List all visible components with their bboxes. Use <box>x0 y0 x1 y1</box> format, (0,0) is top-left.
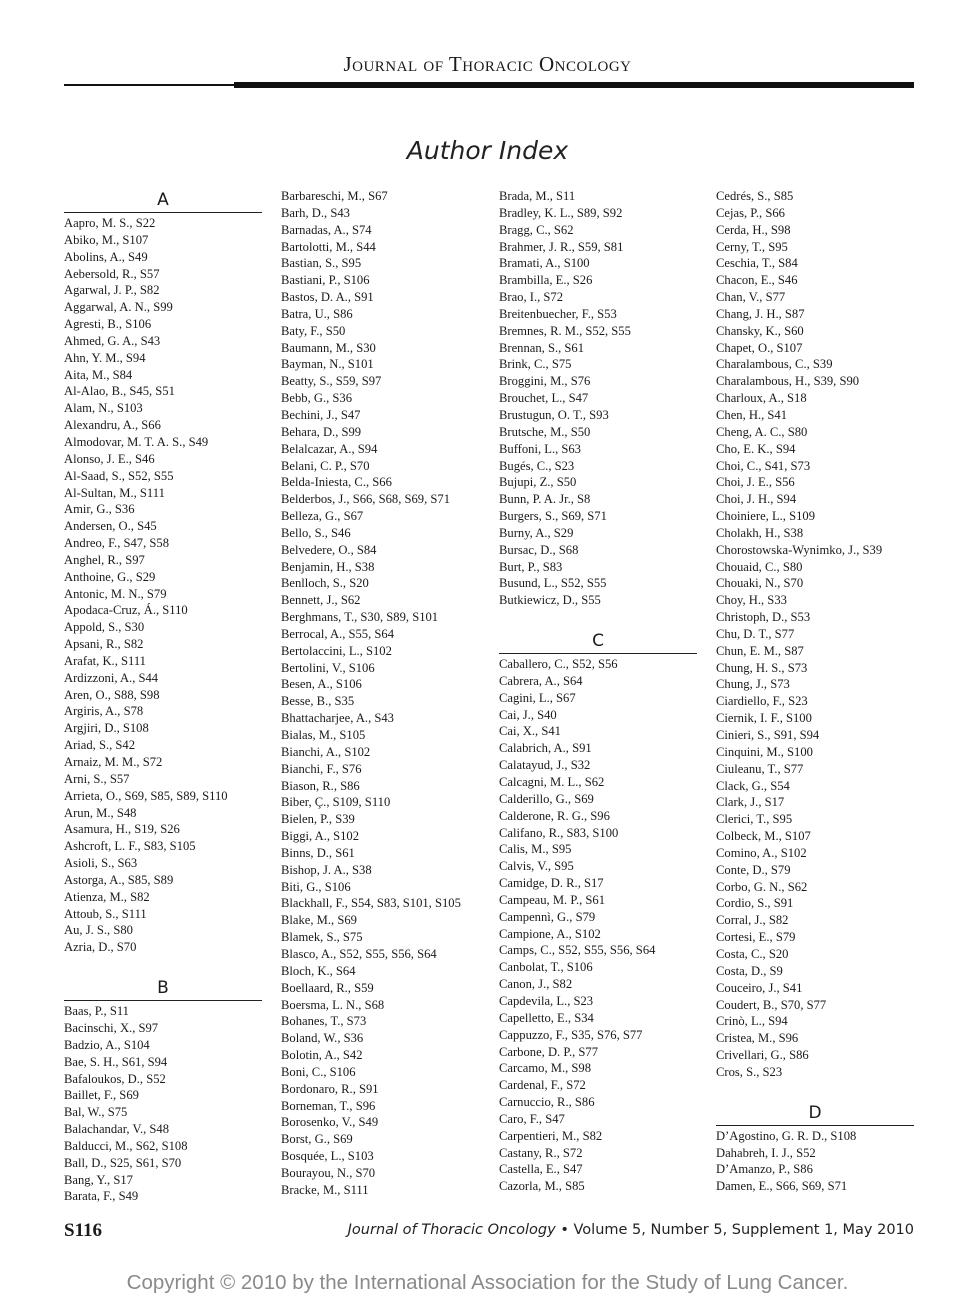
author-entry: Calderillo, G., S69 <box>499 791 594 806</box>
author-entry: Calatayud, J., S32 <box>499 758 591 773</box>
author-entry: Barbareschi, M., S67 <box>281 189 388 203</box>
author-entry: Brao, I., S72 <box>499 290 564 305</box>
author-entry: Alonso, J. E., S46 <box>64 451 155 466</box>
author-entry: Chun, E. M., S87 <box>716 643 804 658</box>
author-entry: Cordio, S., S91 <box>716 896 794 911</box>
author-entry: Burt, P., S83 <box>499 559 563 574</box>
author-entry: Al-Saad, S., S52, S55 <box>64 468 174 483</box>
author-entry: Bertolini, V., S106 <box>281 660 375 675</box>
author-entry: Biti, G., S106 <box>281 879 351 894</box>
author-entry: Arrieta, O., S69, S85, S89, S110 <box>64 788 228 803</box>
author-entry: Bourayou, N., S70 <box>281 1165 376 1180</box>
author-entry: Besen, A., S106 <box>281 677 362 692</box>
index-column-3 <box>499 188 697 1195</box>
author-entry: Astorga, A., S85, S89 <box>64 872 174 887</box>
header-rule-thick <box>234 82 914 88</box>
author-entry: Bastiani, P., S106 <box>281 273 370 288</box>
author-entry: Bolotin, A., S42 <box>281 1048 363 1063</box>
author-entry: Caro, F., S47 <box>499 1111 565 1126</box>
author-entry: Batra, U., S86 <box>281 306 353 321</box>
author-entry: Choi, J. E., S56 <box>716 475 795 490</box>
author-entry: Cinquini, M., S100 <box>716 744 813 759</box>
author-entry: Behara, D., S99 <box>281 424 362 439</box>
author-entry: Arun, M., S48 <box>64 805 137 820</box>
author-entry: Castany, R., S72 <box>499 1145 583 1160</box>
author-entry: Cardenal, F., S72 <box>499 1078 586 1093</box>
author-entry: Ciardiello, F., S23 <box>716 694 808 709</box>
author-entry: Al-Sultan, M., S111 <box>64 485 165 500</box>
author-entry: Clerici, T., S95 <box>716 812 793 827</box>
author-entry: Cerny, T., S95 <box>716 239 788 254</box>
author-entry: Binns, D., S61 <box>281 845 355 860</box>
author-entry: Coudert, B., S70, S77 <box>716 997 827 1012</box>
author-entry: Borst, G., S69 <box>281 1132 353 1147</box>
author-entry: Chapet, O., S107 <box>716 340 803 355</box>
author-entry: Belani, C. P., S70 <box>281 458 370 473</box>
author-entry: Apsani, R., S82 <box>64 637 144 652</box>
author-entry: Aita, M., S84 <box>64 367 133 382</box>
author-entry: Blamek, S., S75 <box>281 930 363 945</box>
author-entry: Carnuccio, R., S86 <box>499 1095 595 1110</box>
author-entry: Bechini, J., S47 <box>281 407 361 422</box>
author-entry: Charalambous, H., S39, S90 <box>716 374 860 389</box>
author-entry: Cappuzzo, F., S35, S76, S77 <box>499 1027 643 1042</box>
author-entry: Calis, M., S95 <box>499 842 572 857</box>
author-entry: Argiris, A., S78 <box>64 704 144 719</box>
author-entry: Chen, H., S41 <box>716 407 788 422</box>
author-entry: Bordonaro, R., S91 <box>281 1081 379 1096</box>
author-entry: Calderone, R. G., S96 <box>499 808 610 823</box>
author-entry: Boersma, L. N., S68 <box>281 997 385 1012</box>
author-entry: Cholakh, H., S38 <box>716 525 804 540</box>
author-entry: Almodovar, M. T. A. S., S49 <box>64 434 209 449</box>
author-entry: Beatty, S., S59, S97 <box>281 374 382 389</box>
author-entry: Aren, O., S88, S98 <box>64 687 160 702</box>
author-entry: Calvis, V., S95 <box>499 859 574 874</box>
author-entry: Borosenko, V., S49 <box>281 1115 379 1130</box>
author-entry: Abolins, A., S49 <box>64 249 148 264</box>
author-entry: Alam, N., S103 <box>64 401 143 416</box>
author-entry: Calcagni, M. L., S62 <box>499 775 605 789</box>
author-entry: Dahabreh, I. J., S52 <box>716 1145 816 1160</box>
section-letter-a: A <box>64 188 262 213</box>
author-entry: Appold, S., S30 <box>64 620 145 635</box>
author-entry: Bohanes, T., S73 <box>281 1014 367 1029</box>
author-entry: Biber, Ç., S109, S110 <box>281 795 391 810</box>
author-entry: Brustugun, O. T., S93 <box>499 407 609 422</box>
author-entry: Bastos, D. A., S91 <box>281 290 374 305</box>
author-entry: Agarwal, J. P., S82 <box>64 283 160 298</box>
author-entry: Bello, S., S46 <box>281 525 351 540</box>
author-entry: Berghmans, T., S30, S89, S101 <box>281 610 439 625</box>
footer-citation <box>348 1222 914 1238</box>
author-entry: Camps, C., S52, S55, S56, S64 <box>499 943 656 958</box>
author-entry: Benlloch, S., S20 <box>281 576 369 591</box>
author-entry: Cejas, P., S66 <box>716 205 785 220</box>
author-entry: Christoph, D., S53 <box>716 610 811 625</box>
author-entry: Berrocal, A., S55, S64 <box>281 626 394 641</box>
author-entry: Baumann, M., S30 <box>281 340 376 355</box>
author-entry: Bertolaccini, L., S102 <box>281 643 392 658</box>
author-entry: Belleza, G., S67 <box>281 509 364 524</box>
author-entry: Bialas, M., S105 <box>281 728 366 742</box>
index-column-2 <box>281 188 479 1199</box>
author-entry: Canbolat, T., S106 <box>499 960 593 975</box>
author-entry: Boni, C., S106 <box>281 1064 356 1079</box>
author-entry: Cristea, M., S96 <box>716 1031 799 1046</box>
footer-separator: • <box>560 1222 569 1238</box>
author-entry: D’Amanzo, P., S86 <box>716 1162 813 1177</box>
author-entry: Breitenbuecher, F., S53 <box>499 306 617 321</box>
author-entry: Ardizzoni, A., S44 <box>64 670 159 685</box>
author-entry: Canon, J., S82 <box>499 977 573 992</box>
author-entry: Ahmed, G. A., S43 <box>64 333 161 348</box>
index-column-1 <box>64 188 262 1205</box>
author-entry: Attoub, S., S111 <box>64 906 147 921</box>
author-entry: Chung, J., S73 <box>716 677 790 692</box>
index-column-4 <box>716 188 914 1195</box>
author-entry: Argjiri, D., S108 <box>64 721 149 736</box>
author-entry: Campeau, M. P., S61 <box>499 892 606 907</box>
author-entry: Brahmer, J. R., S59, S81 <box>499 239 624 254</box>
author-entry: Choiniere, L., S109 <box>716 509 815 524</box>
author-entry: Butkiewicz, D., S55 <box>499 593 601 608</box>
author-entry: Colbeck, M., S107 <box>716 829 811 844</box>
author-entry: Camidge, D. R., S17 <box>499 876 604 891</box>
author-entry: Charloux, A., S18 <box>716 391 807 406</box>
author-entry: Belalcazar, A., S94 <box>281 441 378 456</box>
author-entry: Blake, M., S69 <box>281 913 357 928</box>
author-entry: Bianchi, F., S76 <box>281 761 362 776</box>
author-entry: Cerda, H., S98 <box>716 222 791 237</box>
author-entry: Asioli, S., S63 <box>64 856 138 871</box>
author-entry: Ahn, Y. M., S94 <box>64 350 146 365</box>
author-entry: Agresti, B., S106 <box>64 317 152 332</box>
author-entry: Buffoni, L., S63 <box>499 441 581 456</box>
author-entry: Ciernik, I. F., S100 <box>716 711 812 726</box>
copyright-notice: Copyright © 2010 by the International Association for the Study of Lung Cancer. <box>126 1271 849 1294</box>
author-entry: Costa, D., S9 <box>716 963 783 978</box>
author-entry: Caballero, C., S52, S56 <box>499 657 618 672</box>
author-entry: Clark, J., S17 <box>716 795 785 810</box>
author-entry: Cai, X., S41 <box>499 724 561 739</box>
author-entry: Aebersold, R., S57 <box>64 266 160 281</box>
author-entry: Bracke, M., S111 <box>281 1182 369 1197</box>
author-entry: Costa, C., S20 <box>716 946 789 961</box>
author-entry: Cros, S., S23 <box>716 1064 783 1079</box>
author-entry: Arafat, K., S111 <box>64 653 146 668</box>
author-entry: Busund, L., S52, S55 <box>499 576 607 591</box>
author-entry: Burgers, S., S69, S71 <box>499 509 607 524</box>
section-letter-c: C <box>499 629 697 654</box>
author-entry: Couceiro, J., S41 <box>716 980 803 995</box>
author-entry: Bunn, P. A. Jr., S8 <box>499 492 591 507</box>
author-entry: Chu, D. T., S77 <box>716 626 795 641</box>
author-entry: Baty, F., S50 <box>281 323 346 338</box>
author-entry: Antonic, M. N., S79 <box>64 586 167 601</box>
author-entry: Bujupi, Z., S50 <box>499 475 577 490</box>
author-entry: Conte, D., S79 <box>716 862 791 877</box>
author-entry: Crinò, L., S94 <box>716 1014 788 1029</box>
author-entry: Blasco, A., S52, S55, S56, S64 <box>281 946 437 961</box>
author-entry: Blackhall, F., S54, S83, S101, S105 <box>281 896 461 911</box>
author-entry: Charalambous, C., S39 <box>716 357 833 372</box>
author-entry: Bebb, G., S36 <box>281 391 353 406</box>
author-entry: Boland, W., S36 <box>281 1031 364 1046</box>
author-entry: Chacon, E., S46 <box>716 273 798 288</box>
author-entry: Bhattacharjee, A., S43 <box>281 711 394 726</box>
author-entry: Cinieri, S., S91, S94 <box>716 728 820 742</box>
author-entry: Bradley, K. L., S89, S92 <box>499 205 623 220</box>
author-entry: Bal, W., S75 <box>64 1105 128 1120</box>
author-entry: Chorostowska-Wynimko, J., S39 <box>716 542 883 557</box>
author-entry: Bennett, J., S62 <box>281 593 361 608</box>
author-entry: Comino, A., S102 <box>716 845 807 860</box>
author-entry: Barata, F., S49 <box>64 1189 139 1204</box>
author-entry: Barh, D., S43 <box>281 205 350 220</box>
author-entry: Anghel, R., S97 <box>64 552 145 567</box>
author-entry: D’Agostino, G. R. D., S108 <box>716 1128 857 1143</box>
author-entry: Atienza, M., S82 <box>64 889 150 904</box>
author-entry: Chung, H. S., S73 <box>716 660 808 675</box>
author-entry: Ceschia, T., S84 <box>716 256 798 271</box>
author-entry: Crivellari, G., S86 <box>716 1048 809 1063</box>
author-entry: Cazorla, M., S85 <box>499 1179 585 1194</box>
author-entry: Bloch, K., S64 <box>281 963 356 978</box>
footer-issue-info: Volume 5, Number 5, Supplement 1, May 2010 <box>573 1222 914 1238</box>
author-entry: Arni, S., S57 <box>64 771 130 786</box>
author-entry: Choy, H., S33 <box>716 593 787 608</box>
author-entry: Chang, J. H., S87 <box>716 306 805 321</box>
author-entry: Campennì, G., S79 <box>499 909 596 924</box>
author-entry: Borneman, T., S96 <box>281 1098 376 1113</box>
author-entry: Arnaiz, M. M., S72 <box>64 755 163 769</box>
author-entry: Campione, A., S102 <box>499 926 601 941</box>
author-entry: Baillet, F., S69 <box>64 1088 139 1103</box>
author-entry: Belda-Iniesta, C., S66 <box>281 475 392 490</box>
author-entry: Bremnes, R. M., S52, S55 <box>499 323 631 338</box>
author-entry: Broggini, M., S76 <box>499 374 591 389</box>
author-entry: Badzio, A., S104 <box>64 1037 150 1052</box>
footer-journal-name: Journal of Thoracic Oncology <box>347 1222 556 1238</box>
author-entry: Bishop, J. A., S38 <box>281 862 372 877</box>
author-entry: Abiko, M., S107 <box>64 232 149 247</box>
author-entry: Carcamo, M., S98 <box>499 1061 591 1076</box>
author-entry: Ball, D., S25, S61, S70 <box>64 1155 182 1170</box>
author-entry: Au, J. S., S80 <box>64 923 133 938</box>
author-entry: Balachandar, V., S48 <box>64 1122 170 1137</box>
author-entry: Azria, D., S70 <box>64 940 137 955</box>
author-entry: Burny, A., S29 <box>499 525 574 540</box>
author-entry: Corbo, G. N., S62 <box>716 879 808 894</box>
author-entry: Apodaca-Cruz, Á., S110 <box>64 603 188 618</box>
author-entry: Bugés, C., S23 <box>499 458 575 473</box>
author-entry: Aggarwal, A. N., S99 <box>64 300 173 315</box>
author-entry: Andersen, O., S45 <box>64 519 157 534</box>
author-entry: Barnadas, A., S74 <box>281 222 372 237</box>
author-entry: Choi, J. H., S94 <box>716 492 797 507</box>
author-entry: Cagini, L., S67 <box>499 690 576 705</box>
author-entry: Bragg, C., S62 <box>499 222 574 237</box>
author-entry: Damen, E., S66, S69, S71 <box>716 1179 848 1194</box>
author-entry: Bayman, N., S101 <box>281 357 374 372</box>
author-entry: Bosquée, L., S103 <box>281 1149 374 1164</box>
author-entry: Corral, J., S82 <box>716 913 789 928</box>
author-entry: Ciuleanu, T., S77 <box>716 761 804 776</box>
author-entry: Califano, R., S83, S100 <box>499 825 619 840</box>
section-letter-d: D <box>716 1101 914 1126</box>
journal-header: Journal of Thoracic Oncology <box>343 52 632 76</box>
author-entry: Brennan, S., S61 <box>499 340 585 355</box>
author-entry: Bursac, D., S68 <box>499 542 579 557</box>
author-entry: Chan, V., S77 <box>716 290 786 305</box>
author-entry: Brada, M., S11 <box>499 189 576 203</box>
author-entry: Cedrés, S., S85 <box>716 189 794 203</box>
author-entry: Bang, Y., S17 <box>64 1172 133 1187</box>
author-entry: Baas, P., S11 <box>64 1004 129 1019</box>
author-entry: Brambilla, E., S26 <box>499 273 593 288</box>
author-entry: Anthoine, G., S29 <box>64 569 156 584</box>
author-entry: Capdevila, L., S23 <box>499 993 594 1008</box>
author-entry: Amir, G., S36 <box>64 502 135 517</box>
author-entry: Belderbos, J., S66, S68, S69, S71 <box>281 492 450 507</box>
author-entry: Al-Alao, B., S45, S51 <box>64 384 175 399</box>
author-entry: Benjamin, H., S38 <box>281 559 375 574</box>
author-entry: Bramati, A., S100 <box>499 256 590 271</box>
section-letter-b: B <box>64 976 262 1001</box>
author-entry: Bae, S. H., S61, S94 <box>64 1054 168 1069</box>
author-entry: Ashcroft, L. F., S83, S105 <box>64 839 196 854</box>
author-entry: Andreo, F., S47, S58 <box>64 536 169 551</box>
author-entry: Ariad, S., S42 <box>64 738 136 753</box>
author-entry: Bianchi, A., S102 <box>281 744 371 759</box>
author-entry: Cheng, A. C., S80 <box>716 424 808 439</box>
author-entry: Brouchet, L., S47 <box>499 391 589 406</box>
author-entry: Brutsche, M., S50 <box>499 424 591 439</box>
author-entry: Besse, B., S35 <box>281 694 355 709</box>
author-entry: Bastian, S., S95 <box>281 256 362 271</box>
author-entry: Capelletto, E., S34 <box>499 1010 594 1025</box>
author-entry: Belvedere, O., S84 <box>281 542 377 557</box>
author-entry: Chouaid, C., S80 <box>716 559 803 574</box>
author-entry: Castella, E., S47 <box>499 1162 583 1177</box>
author-entry: Calabrich, A., S91 <box>499 741 592 756</box>
author-entry: Chansky, K., S60 <box>716 323 804 338</box>
author-entry: Aapro, M. S., S22 <box>64 216 156 230</box>
author-entry: Biggi, A., S102 <box>281 829 360 844</box>
author-entry: Asamura, H., S19, S26 <box>64 822 180 837</box>
author-entry: Brink, C., S75 <box>499 357 572 372</box>
author-entry: Bartolotti, M., S44 <box>281 239 376 254</box>
author-entry: Balducci, M., S62, S108 <box>64 1138 188 1153</box>
page-number: S116 <box>64 1220 103 1241</box>
author-entry: Clack, G., S54 <box>716 778 790 793</box>
author-entry: Chouaki, N., S70 <box>716 576 804 591</box>
author-entry: Cabrera, A., S64 <box>499 673 583 688</box>
author-entry: Boellaard, R., S59 <box>281 980 374 995</box>
author-entry: Carpentieri, M., S82 <box>499 1128 603 1143</box>
author-entry: Choi, C., S41, S73 <box>716 458 811 473</box>
author-entry: Bacinschi, X., S97 <box>64 1020 159 1035</box>
author-entry: Cai, J., S40 <box>499 707 557 722</box>
author-entry: Carbone, D. P., S77 <box>499 1044 599 1059</box>
author-entry: Alexandru, A., S66 <box>64 418 161 433</box>
author-entry: Biason, R., S86 <box>281 778 360 793</box>
author-entry: Bielen, P., S39 <box>281 812 355 827</box>
author-entry: Cho, E. K., S94 <box>716 441 796 456</box>
page-title: Author Index <box>406 136 569 165</box>
author-entry: Bafaloukos, D., S52 <box>64 1071 166 1086</box>
author-entry: Cortesi, E., S79 <box>716 930 796 945</box>
